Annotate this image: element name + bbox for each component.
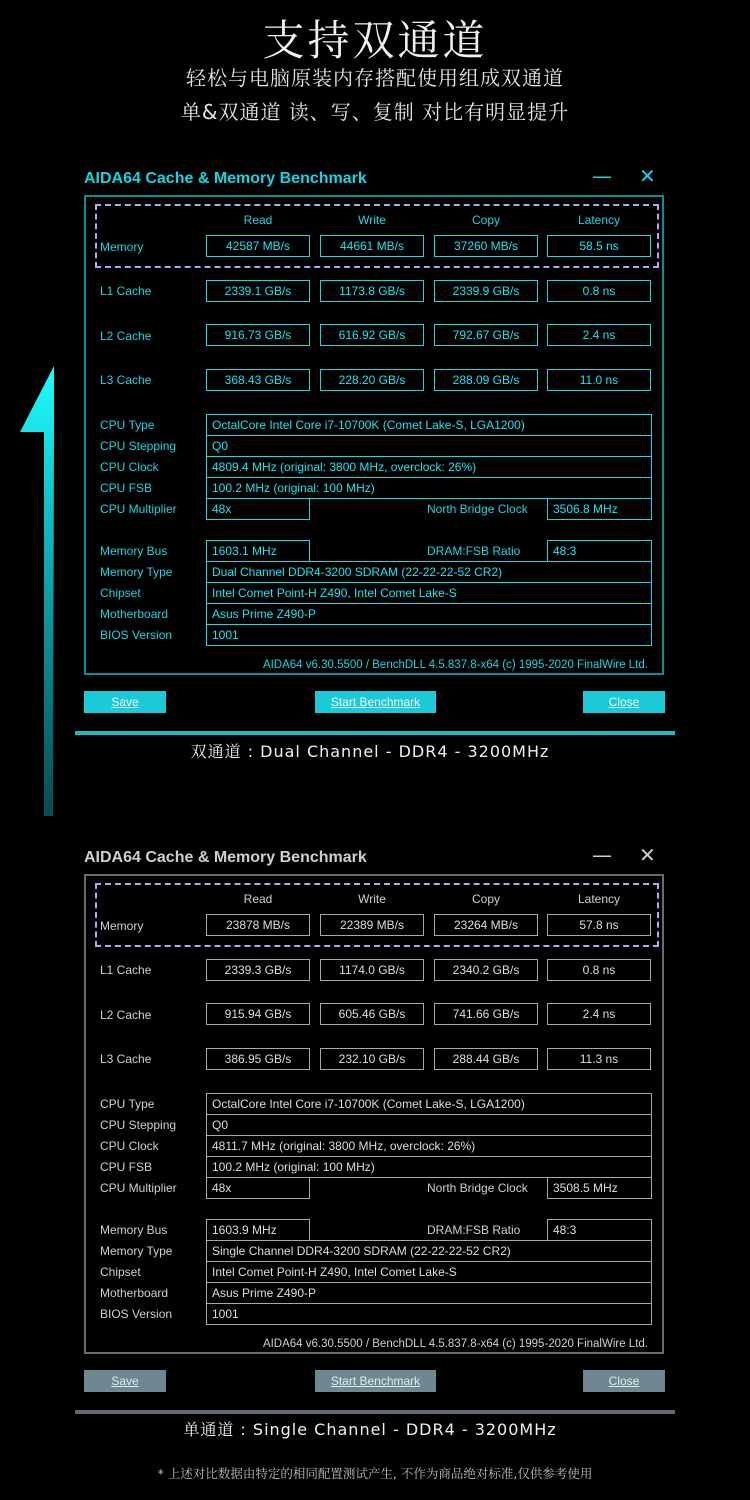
motherboard-value: Asus Prime Z490-P — [206, 1282, 652, 1304]
chipset-value: Intel Comet Point-H Z490, Intel Comet Lake-S — [206, 582, 652, 604]
start-benchmark-button[interactable]: Start Benchmark — [315, 1370, 436, 1392]
benchmark-window-dual — [84, 164, 666, 730]
caption-single: 单通道 : Single Channel - DDR4 - 3200MHz — [183, 1420, 557, 1439]
l1-copy: 2339.9 GB/s — [434, 280, 538, 302]
l3-copy: 288.44 GB/s — [434, 1048, 538, 1070]
benchmark-window-single — [84, 843, 666, 1409]
cpu-fsb-label: CPU FSB — [100, 1160, 153, 1174]
cpu-fsb-value: 100.2 MHz (original: 100 MHz) — [206, 477, 652, 499]
minimize-icon[interactable]: — — [592, 843, 612, 867]
chipset-value: Intel Comet Point-H Z490, Intel Comet Lake-S — [206, 1261, 652, 1283]
benchmark-frame — [84, 874, 664, 1354]
l3-read: 368.43 GB/s — [206, 369, 310, 391]
l2-latency: 2.4 ns — [547, 324, 651, 346]
col-write: Write — [358, 213, 386, 227]
row-label-l2: L2 Cache — [100, 329, 152, 343]
l3-latency: 11.3 ns — [547, 1048, 651, 1070]
memory-copy: 37260 MB/s — [434, 235, 538, 257]
bios-value: 1001 — [206, 1303, 652, 1325]
l1-latency: 0.8 ns — [547, 959, 651, 981]
col-write: Write — [358, 892, 386, 906]
memory-type-value: Dual Channel DDR4-3200 SDRAM (22-22-22-52 CR2) — [206, 561, 652, 583]
row-label-memory: Memory — [100, 240, 144, 254]
bios-value: 1001 — [206, 624, 652, 646]
col-copy: Copy — [471, 213, 500, 227]
col-latency: Latency — [577, 892, 621, 906]
close-icon[interactable]: ✕ — [639, 843, 656, 867]
cpu-clock-value: 4811.7 MHz (original: 3800 MHz, overclock: 26%) — [206, 1135, 652, 1157]
row-label-l2: L2 Cache — [100, 1008, 152, 1022]
l1-latency: 0.8 ns — [547, 280, 651, 302]
l3-write: 228.20 GB/s — [320, 369, 424, 391]
memory-bus-value: 1603.1 MHz — [206, 540, 310, 562]
nb-clock-label: North Bridge Clock — [427, 1181, 528, 1195]
dram-ratio-label: DRAM:FSB Ratio — [427, 544, 521, 558]
col-read: Read — [243, 892, 273, 906]
memory-copy: 23264 MB/s — [434, 914, 538, 936]
l1-copy: 2340.2 GB/s — [434, 959, 538, 981]
save-button[interactable]: Save — [84, 691, 166, 713]
l2-write: 616.92 GB/s — [320, 324, 424, 346]
memory-type-label: Memory Type — [100, 1244, 173, 1258]
hero-title: 支持双通道 — [262, 16, 488, 65]
caption-divider — [75, 731, 675, 735]
dram-ratio-label: DRAM:FSB Ratio — [427, 1223, 521, 1237]
minimize-icon[interactable]: — — [592, 164, 612, 188]
nb-clock-label: North Bridge Clock — [427, 502, 528, 516]
memory-write: 22389 MB/s — [320, 914, 424, 936]
col-copy: Copy — [471, 892, 500, 906]
memory-type-value: Single Channel DDR4-3200 SDRAM (22-22-22-52 CR2) — [206, 1240, 652, 1262]
chipset-label: Chipset — [100, 586, 141, 600]
cpu-type-label: CPU Type — [100, 418, 155, 432]
disclaimer: * 上述对比数据由特定的相同配置测试产生, 不作为商品绝对标准,仅供参考使用 — [157, 1466, 593, 1481]
cpu-multiplier-label: CPU Multiplier — [100, 1181, 177, 1195]
motherboard-label: Motherboard — [100, 607, 169, 621]
cpu-multiplier-value: 48x — [206, 1177, 310, 1199]
cpu-clock-label: CPU Clock — [100, 1139, 159, 1153]
hero-subtitle-1: 轻松与电脑原装内存搭配使用组成双通道 — [186, 66, 564, 90]
caption-divider — [75, 1410, 675, 1414]
cpu-fsb-label: CPU FSB — [100, 481, 153, 495]
l3-copy: 288.09 GB/s — [434, 369, 538, 391]
l3-write: 232.10 GB/s — [320, 1048, 424, 1070]
l2-read: 915.94 GB/s — [206, 1003, 310, 1025]
memory-type-label: Memory Type — [100, 565, 173, 579]
memory-write: 44661 MB/s — [320, 235, 424, 257]
row-label-l1: L1 Cache — [100, 963, 152, 977]
memory-read: 23878 MB/s — [206, 914, 310, 936]
memory-bus-value: 1603.9 MHz — [206, 1219, 310, 1241]
l1-read: 2339.3 GB/s — [206, 959, 310, 981]
window-title: AIDA64 Cache & Memory Benchmark — [84, 170, 367, 187]
cpu-clock-label: CPU Clock — [100, 460, 159, 474]
close-button[interactable]: Close — [583, 691, 665, 713]
cpu-type-label: CPU Type — [100, 1097, 155, 1111]
l2-latency: 2.4 ns — [547, 1003, 651, 1025]
cpu-stepping-label: CPU Stepping — [100, 1118, 177, 1132]
cpu-stepping-value: Q0 — [206, 1114, 652, 1136]
row-label-l3: L3 Cache — [100, 1052, 152, 1066]
benchmark-frame — [84, 195, 664, 675]
chipset-label: Chipset — [100, 1265, 141, 1279]
close-button[interactable]: Close — [583, 1370, 665, 1392]
cpu-multiplier-value: 48x — [206, 498, 310, 520]
nb-clock-value: 3506.8 MHz — [547, 498, 652, 520]
cpu-stepping-label: CPU Stepping — [100, 439, 177, 453]
window-title: AIDA64 Cache & Memory Benchmark — [84, 849, 367, 866]
nb-clock-value: 3508.5 MHz — [547, 1177, 652, 1199]
cpu-multiplier-label: CPU Multiplier — [100, 502, 177, 516]
dram-ratio-value: 48:3 — [547, 1219, 652, 1241]
l2-copy: 792.67 GB/s — [434, 324, 538, 346]
memory-latency: 57.8 ns — [547, 914, 651, 936]
l1-write: 1173.8 GB/s — [320, 280, 424, 302]
l2-read: 916.73 GB/s — [206, 324, 310, 346]
cpu-clock-value: 4809.4 MHz (original: 3800 MHz, overclock: 26%) — [206, 456, 652, 478]
l1-read: 2339.1 GB/s — [206, 280, 310, 302]
version-footer: AIDA64 v6.30.5500 / BenchDLL 4.5.837.8-x64 (c) 1995-2020 FinalWire Ltd. — [262, 1338, 648, 1350]
save-button[interactable]: Save — [84, 1370, 166, 1392]
l3-read: 386.95 GB/s — [206, 1048, 310, 1070]
dram-ratio-value: 48:3 — [547, 540, 652, 562]
row-label-l1: L1 Cache — [100, 284, 152, 298]
version-footer: AIDA64 v6.30.5500 / BenchDLL 4.5.837.8-x64 (c) 1995-2020 FinalWire Ltd. — [262, 659, 648, 671]
hero-subtitle-2: 单&双通道 读、写、复制 对比有明显提升 — [180, 100, 570, 124]
close-icon[interactable]: ✕ — [639, 164, 656, 188]
memory-bus-label: Memory Bus — [100, 544, 168, 558]
col-latency: Latency — [577, 213, 621, 227]
col-read: Read — [243, 213, 273, 227]
l1-write: 1174.0 GB/s — [320, 959, 424, 981]
cpu-fsb-value: 100.2 MHz (original: 100 MHz) — [206, 1156, 652, 1178]
bios-label: BIOS Version — [100, 1307, 173, 1321]
memory-bus-label: Memory Bus — [100, 1223, 168, 1237]
memory-latency: 58.5 ns — [547, 235, 651, 257]
l2-copy: 741.66 GB/s — [434, 1003, 538, 1025]
cpu-stepping-value: Q0 — [206, 435, 652, 457]
caption-dual: 双通道 : Dual Channel - DDR4 - 3200MHz — [190, 742, 550, 761]
memory-read: 42587 MB/s — [206, 235, 310, 257]
start-benchmark-button[interactable]: Start Benchmark — [315, 691, 436, 713]
l2-write: 605.46 GB/s — [320, 1003, 424, 1025]
motherboard-label: Motherboard — [100, 1286, 169, 1300]
motherboard-value: Asus Prime Z490-P — [206, 603, 652, 625]
l3-latency: 11.0 ns — [547, 369, 651, 391]
row-label-l3: L3 Cache — [100, 373, 152, 387]
row-label-memory: Memory — [100, 919, 144, 933]
cpu-type-value: OctalCore Intel Core i7-10700K (Comet Lake-S, LGA1200) — [206, 1093, 652, 1115]
cpu-type-value: OctalCore Intel Core i7-10700K (Comet Lake-S, LGA1200) — [206, 414, 652, 436]
bios-label: BIOS Version — [100, 628, 173, 642]
